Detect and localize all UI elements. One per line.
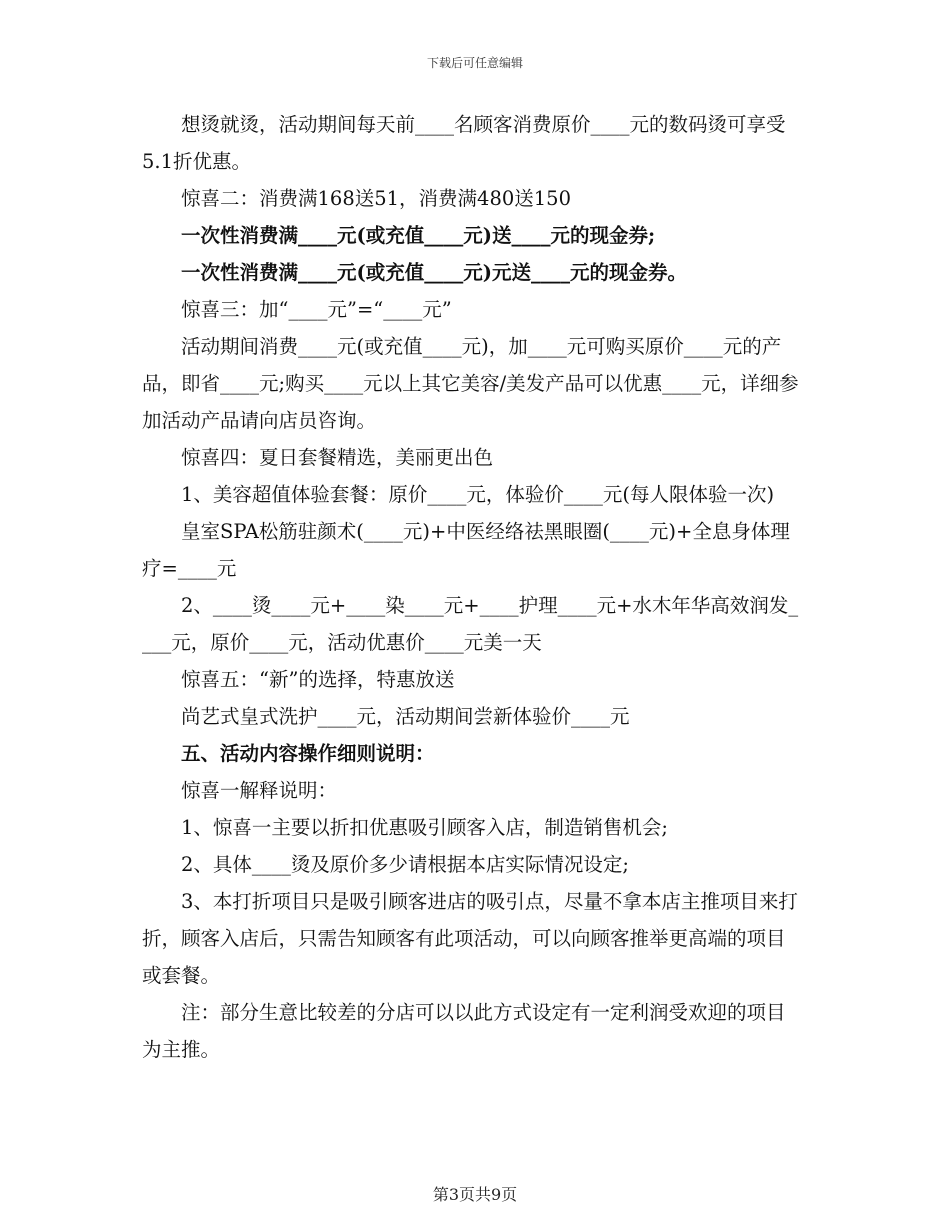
paragraph-10: 2、____烫____元+____染____元+____护理____元+水木年华高效润发____元，原价____元，活动优惠价____元美一天 — [142, 594, 799, 654]
paragraph-1: 想烫就烫，活动期间每天前____名顾客消费原价____元的数码烫可享受5.1折优惠。 — [142, 113, 786, 173]
paragraph-3: 一次性消费满____元(或充值____元)送____元的现金券; — [181, 224, 656, 247]
paragraph-15: 1、惊喜一主要以折扣优惠吸引顾客入店，制造销售机会; — [181, 816, 668, 839]
paragraph-16: 2、具体____烫及原价多少请根据本店实际情况设定; — [181, 853, 629, 876]
paragraph-2: 惊喜二：消费满168送51，消费满480送150 — [181, 187, 571, 210]
section-heading: 五、活动内容操作细则说明： — [181, 742, 435, 765]
paragraph-18: 注：部分生意比较差的分店可以以此方式设定有一定利润受欢迎的项目为主推。 — [142, 1001, 786, 1061]
paragraph-12: 尚艺式皇式洗护____元，活动期间尝新体验价____元 — [181, 705, 630, 728]
paragraph-6: 活动期间消费____元(或充值____元)，加____元可购买原价____元的产品，即省____元;购买____元以上其它美容/美发产品可以优惠____元，详细参加活动产品请向店员咨询。 — [142, 335, 799, 432]
paragraph-17: 3、本打折项目只是吸引顾客进店的吸引点，尽量不拿本店主推项目来打折，顾客入店后，只需告知顾客有此项活动，可以向顾客推举更高端的项目或套餐。 — [142, 890, 798, 987]
paragraph-7: 惊喜四：夏日套餐精选，美丽更出色 — [181, 446, 494, 469]
paragraph-4: 一次性消费满____元(或充值____元)元送____元的现金券。 — [181, 261, 687, 284]
document-body — [142, 106, 804, 1068]
paragraph-8: 1、美容超值体验套餐：原价____元，体验价____元(每人限体验一次) — [181, 483, 775, 506]
paragraph-11: 惊喜五：“新”的选择，特惠放送 — [181, 668, 455, 691]
page-header: 下载后可任意编辑 — [426, 56, 523, 70]
paragraph-14: 惊喜一解释说明： — [181, 779, 338, 802]
paragraph-5: 惊喜三：加“____元”=“____元” — [181, 298, 452, 321]
page-footer: 第3页共9页 — [432, 1185, 518, 1204]
paragraph-9: 皇室SPA松筋驻颜术(____元)+中医经络祛黑眼圈(____元)+全息身体理疗=____元 — [142, 520, 790, 580]
